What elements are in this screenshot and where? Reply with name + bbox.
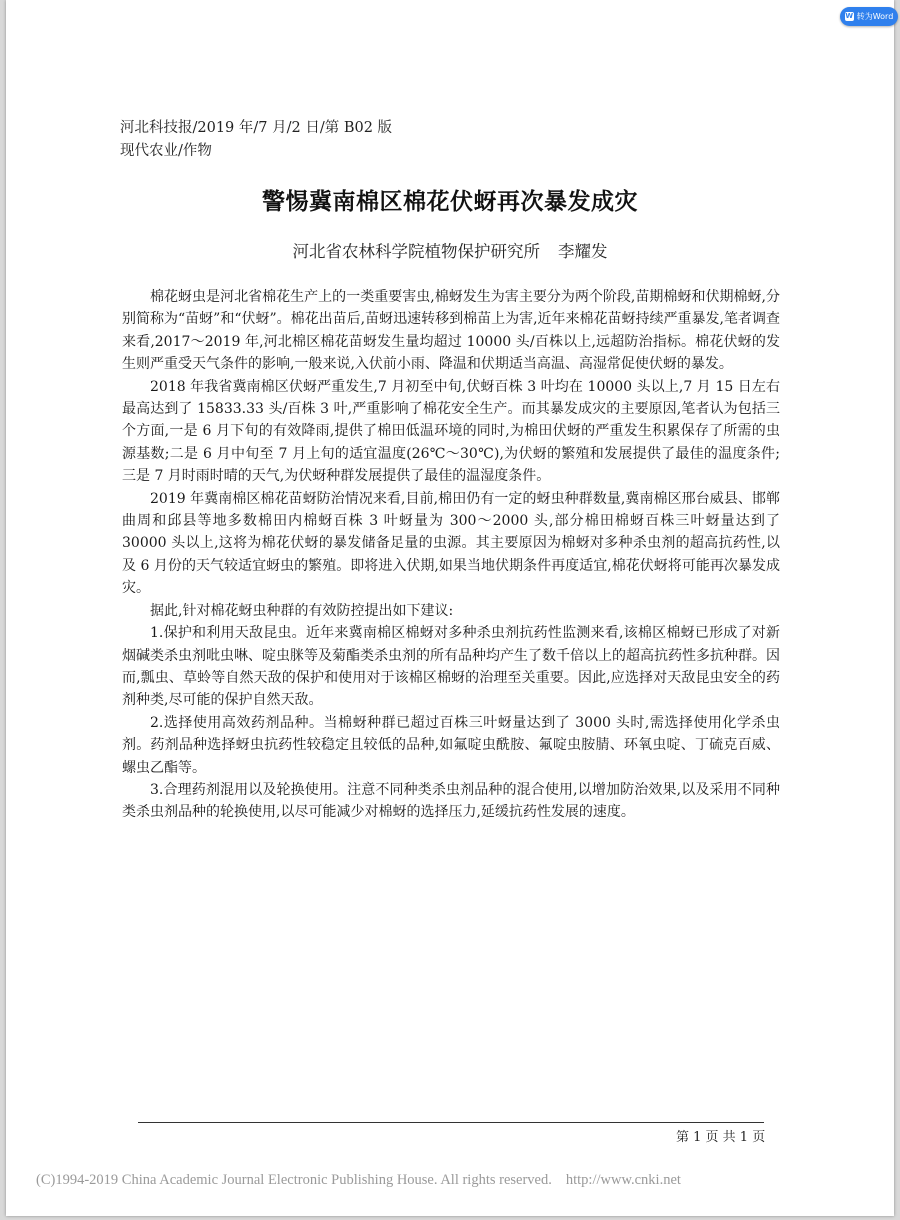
- article-category: 现代农业/作物: [120, 143, 212, 159]
- paragraph: 2018 年我省冀南棉区伏蚜严重发生,7 月初至中旬,伏蚜百株 3 叶均在 10000 头以上,7 月 15 日左右最高达到了 15833.33 头/百株 3 叶,严重影响了棉花安全生产。而其暴发成灾的主要原因,笔者认为包括三个方面,一是 6 月下旬的有效降雨,提供了棉田低温环境的同时,为棉田伏蚜的严重发生积累保存了所需的虫源基数;二是 6 月中旬至 7 月上旬的适宜温度(26℃～30℃),为伏蚜的繁殖和发展提供了最佳的温度条件;三是 7 月时雨时晴的天气,为伏蚜种群发展提供了最佳的温湿度条件。: [122, 378, 780, 485]
- paragraph: 1.保护和利用天敌昆虫。近年来冀南棉区棉蚜对多种杀虫剂抗药性监测来看,该棉区棉蚜已形成了对新烟碱类杀虫剂吡虫啉、啶虫脒等及菊酯类杀虫剂的所有品种均产生了数千倍以上的超高抗药性多抗种群。因而,瓢虫、草蛉等自然天敌的保护和使用对于该棉区棉蚜的治理至关重要。因此,应选择对天敌昆虫安全的药剂种类,尽可能的保护自然天敌。: [122, 625, 780, 709]
- publication-source: 河北科技报/2019 年/7 月/2 日/第 B02 版: [120, 120, 393, 136]
- paragraph: 2019 年冀南棉区棉花苗蚜防治情况来看,目前,棉田仍有一定的蚜虫种群数量,冀南棉区邢台威县、邯郸曲周和邱县等地多数棉田内棉蚜百株 3 叶蚜量为 300～2000 头,部分棉田棉蚜百株三叶蚜量达到了 30000 头以上,这将为棉花伏蚜的暴发储备足量的虫源。其主要原因为棉蚜对多种杀虫剂的超高抗药性,以及 6 月份的天气较适宜蚜虫的繁殖。即将进入伏期,如果当地伏期条件再度适宜,棉花伏蚜将可能再次暴发成灾。: [122, 490, 780, 597]
- paragraph: 3.合理药剂混用以及轮换使用。注意不同种类杀虫剂品种的混合使用,以增加防治效果,以及采用不同种类杀虫剂品种的轮换使用,以尽可能减少对棉蚜的选择压力,延缓抗药性发展的速度。: [122, 781, 780, 821]
- footer-divider: [138, 1122, 764, 1123]
- article-body: [122, 286, 780, 824]
- paragraph: 棉花蚜虫是河北省棉花生产上的一类重要害虫,棉蚜发生为害主要分为两个阶段,苗期棉蚜和伏期棉蚜,分别简称为“苗蚜”和“伏蚜”。棉花出苗后,苗蚜迅速转移到棉苗上为害,近年来棉花苗蚜持续严重暴发,笔者调查来看,2017～2019 年,河北棉区棉花苗蚜发生量均超过 10000 头/百株以上,远超防治指标。棉花伏蚜的发生则严重受天气条件的影响,一般来说,入伏前小雨、降温和伏期适当高温、高湿常促使伏蚜的暴发。: [122, 289, 780, 373]
- article-title: 警惕冀南棉区棉花伏蚜再次暴发成灾: [262, 189, 638, 215]
- cnki-link[interactable]: http://www.cnki.net: [565, 1172, 681, 1188]
- word-icon: W: [845, 12, 854, 20]
- author-name: 李耀发: [558, 242, 608, 261]
- convert-to-word-button[interactable]: [840, 7, 898, 26]
- convert-to-word-label: 转为Word: [856, 12, 894, 21]
- paragraph: 2.选择使用高效药剂品种。当棉蚜种群已超过百株三叶蚜量达到了 3000 头时,需选择使用化学杀虫剂。药剂品种选择蚜虫抗药性较稳定且较低的品种,如氟啶虫酰胺、氟啶虫胺腈、环氧虫啶、丁硫克百威、螺虫乙酯等。: [122, 714, 780, 776]
- copyright-text: (C)1994-2019 China Academic Journal Electronic Publishing House. All rights reserved.: [36, 1172, 552, 1188]
- copyright-notice: [36, 1172, 681, 1189]
- page-indicator: 第 1 页 共 1 页: [676, 1130, 766, 1145]
- author-organization: 河北省农林科学院植物保护研究所: [292, 242, 540, 261]
- author-line: [0, 238, 900, 262]
- paragraph: 据此,针对棉花蚜虫种群的有效防控提出如下建议:: [150, 602, 454, 619]
